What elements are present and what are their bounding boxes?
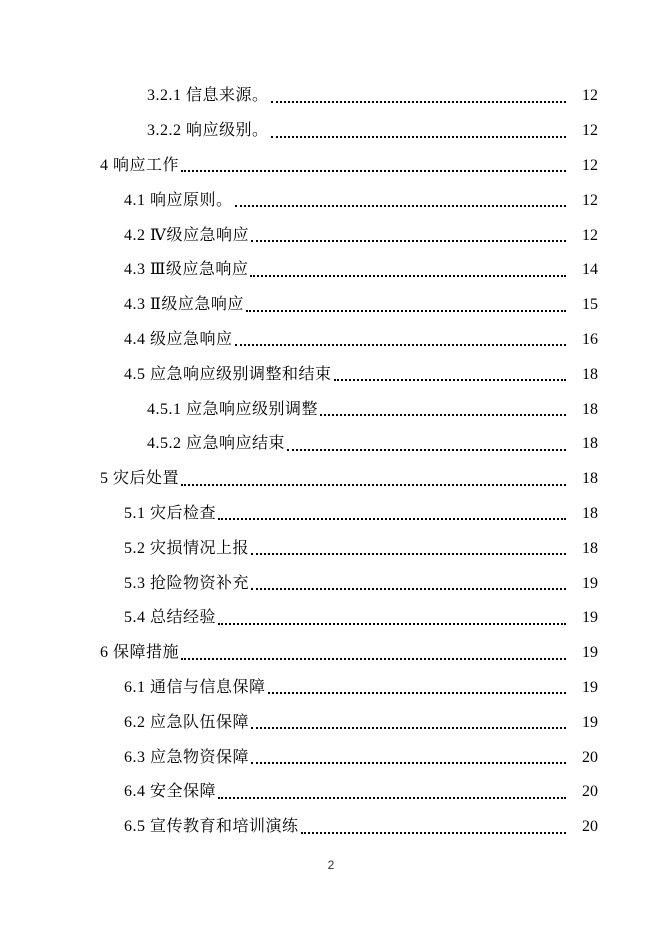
toc-entry-label: 4.4 级应急响应 (124, 330, 233, 348)
toc-entry-label: 4.5.2 应急响应结束 (147, 435, 286, 453)
toc-entry-label: 5 灾后处置 (100, 470, 180, 488)
toc-entry[interactable] (0, 705, 662, 740)
toc-dot-leader (250, 274, 566, 277)
toc-entry-page: 12 (582, 191, 598, 209)
toc-entry-label: 4.1 响应原则。 (124, 191, 233, 209)
toc-entry-page: 16 (582, 330, 598, 348)
toc-entry-label: 6.2 应急队伍保障 (124, 713, 250, 731)
toc-dot-leader (181, 657, 566, 660)
toc-dot-leader (268, 691, 566, 694)
toc-dot-leader (218, 796, 566, 799)
toc-entry[interactable] (0, 671, 662, 706)
toc-dot-leader (251, 761, 566, 764)
toc-dot-leader (251, 726, 566, 729)
toc-entry[interactable] (0, 740, 662, 775)
toc-entry-page: 19 (582, 644, 598, 662)
toc-entry[interactable] (0, 810, 662, 845)
toc-dot-leader (218, 517, 566, 520)
toc-entry-page: 18 (582, 365, 598, 383)
toc-entry-label: 6 保障措施 (100, 644, 180, 662)
toc-entry[interactable] (0, 601, 662, 636)
page-number: 2 (327, 858, 335, 872)
toc-entry-page: 12 (582, 226, 598, 244)
toc-entry-page: 19 (582, 678, 598, 696)
toc-dot-leader (246, 309, 566, 312)
toc-dot-leader (287, 448, 566, 451)
toc-entry[interactable] (0, 392, 662, 427)
toc-dot-leader (235, 343, 566, 346)
toc-dot-leader (181, 169, 566, 172)
toc-entry[interactable] (0, 149, 662, 184)
toc-entry[interactable] (0, 183, 662, 218)
toc-dot-leader (334, 378, 566, 381)
toc-dot-leader (251, 239, 566, 242)
toc-dot-leader (251, 552, 566, 555)
toc-entry-label: 5.3 抢险物资补充 (124, 574, 250, 592)
toc-entry[interactable] (0, 253, 662, 288)
toc-entry-page: 18 (582, 539, 598, 557)
toc-dot-leader (271, 135, 566, 138)
toc-entry-label: 4.5 应急响应级别调整和结束 (124, 365, 332, 383)
toc-dot-leader (235, 204, 566, 207)
toc-entry-label: 6.1 通信与信息保障 (124, 678, 266, 696)
toc-entry-label: 3.2.2 响应级别。 (147, 122, 269, 140)
toc-entry-page: 18 (582, 470, 598, 488)
toc-entry-label: 6.3 应急物资保障 (124, 748, 250, 766)
toc-entry-page: 12 (582, 156, 598, 174)
toc-entry-label: 4.3 Ⅲ级应急响应 (124, 261, 249, 279)
toc-entry-page: 19 (582, 574, 598, 592)
table-of-contents (0, 79, 662, 845)
toc-dot-leader (218, 622, 566, 625)
toc-entry-label: 6.5 宣传教育和培训演练 (124, 818, 299, 836)
toc-entry-label: 6.4 安全保障 (124, 783, 217, 801)
toc-entry-page: 12 (582, 122, 598, 140)
toc-entry[interactable] (0, 636, 662, 671)
toc-entry-page: 14 (582, 261, 598, 279)
toc-entry-page: 12 (582, 87, 598, 105)
toc-entry-page: 20 (582, 748, 598, 766)
toc-entry[interactable] (0, 357, 662, 392)
toc-dot-leader (181, 483, 566, 486)
toc-entry-label: 5.4 总结经验 (124, 609, 217, 627)
toc-entry-label: 4.3 Ⅱ级应急响应 (124, 296, 244, 314)
toc-dot-leader (271, 100, 566, 103)
toc-entry[interactable] (0, 427, 662, 462)
toc-dot-leader (301, 831, 566, 834)
toc-entry-page: 18 (582, 435, 598, 453)
toc-entry-label: 5.2 灾损情况上报 (124, 539, 250, 557)
toc-entry-page: 19 (582, 609, 598, 627)
toc-entry-page: 15 (582, 296, 598, 314)
toc-entry[interactable] (0, 497, 662, 532)
toc-entry-label: 4 响应工作 (100, 156, 180, 174)
toc-entry[interactable] (0, 114, 662, 149)
toc-entry-label: 3.2.1 信息来源。 (147, 87, 269, 105)
toc-entry[interactable] (0, 79, 662, 114)
toc-entry[interactable] (0, 566, 662, 601)
toc-entry[interactable] (0, 288, 662, 323)
toc-dot-leader (320, 413, 566, 416)
toc-entry-page: 20 (582, 818, 598, 836)
toc-entry-label: 5.1 灾后检查 (124, 504, 217, 522)
toc-entry[interactable] (0, 462, 662, 497)
toc-entry-label: 4.2 Ⅳ级应急响应 (124, 226, 249, 244)
toc-entry-label: 4.5.1 应急响应级别调整 (147, 400, 319, 418)
toc-entry-page: 18 (582, 504, 598, 522)
toc-entry-page: 20 (582, 783, 598, 801)
toc-entry[interactable] (0, 218, 662, 253)
toc-entry[interactable] (0, 323, 662, 358)
toc-entry-page: 18 (582, 400, 598, 418)
toc-entry[interactable] (0, 775, 662, 810)
toc-entry-page: 19 (582, 713, 598, 731)
toc-dot-leader (251, 587, 566, 590)
toc-entry[interactable] (0, 531, 662, 566)
